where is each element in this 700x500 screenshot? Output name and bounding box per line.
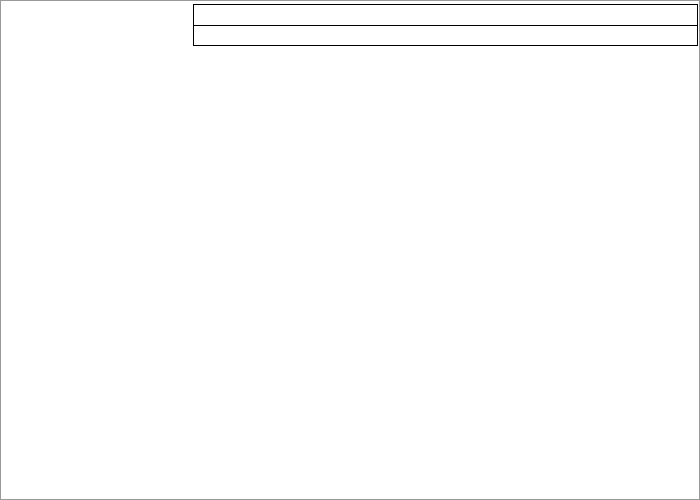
month-header [193,4,698,46]
month-number-row [194,26,697,47]
month-header-title [194,5,697,26]
